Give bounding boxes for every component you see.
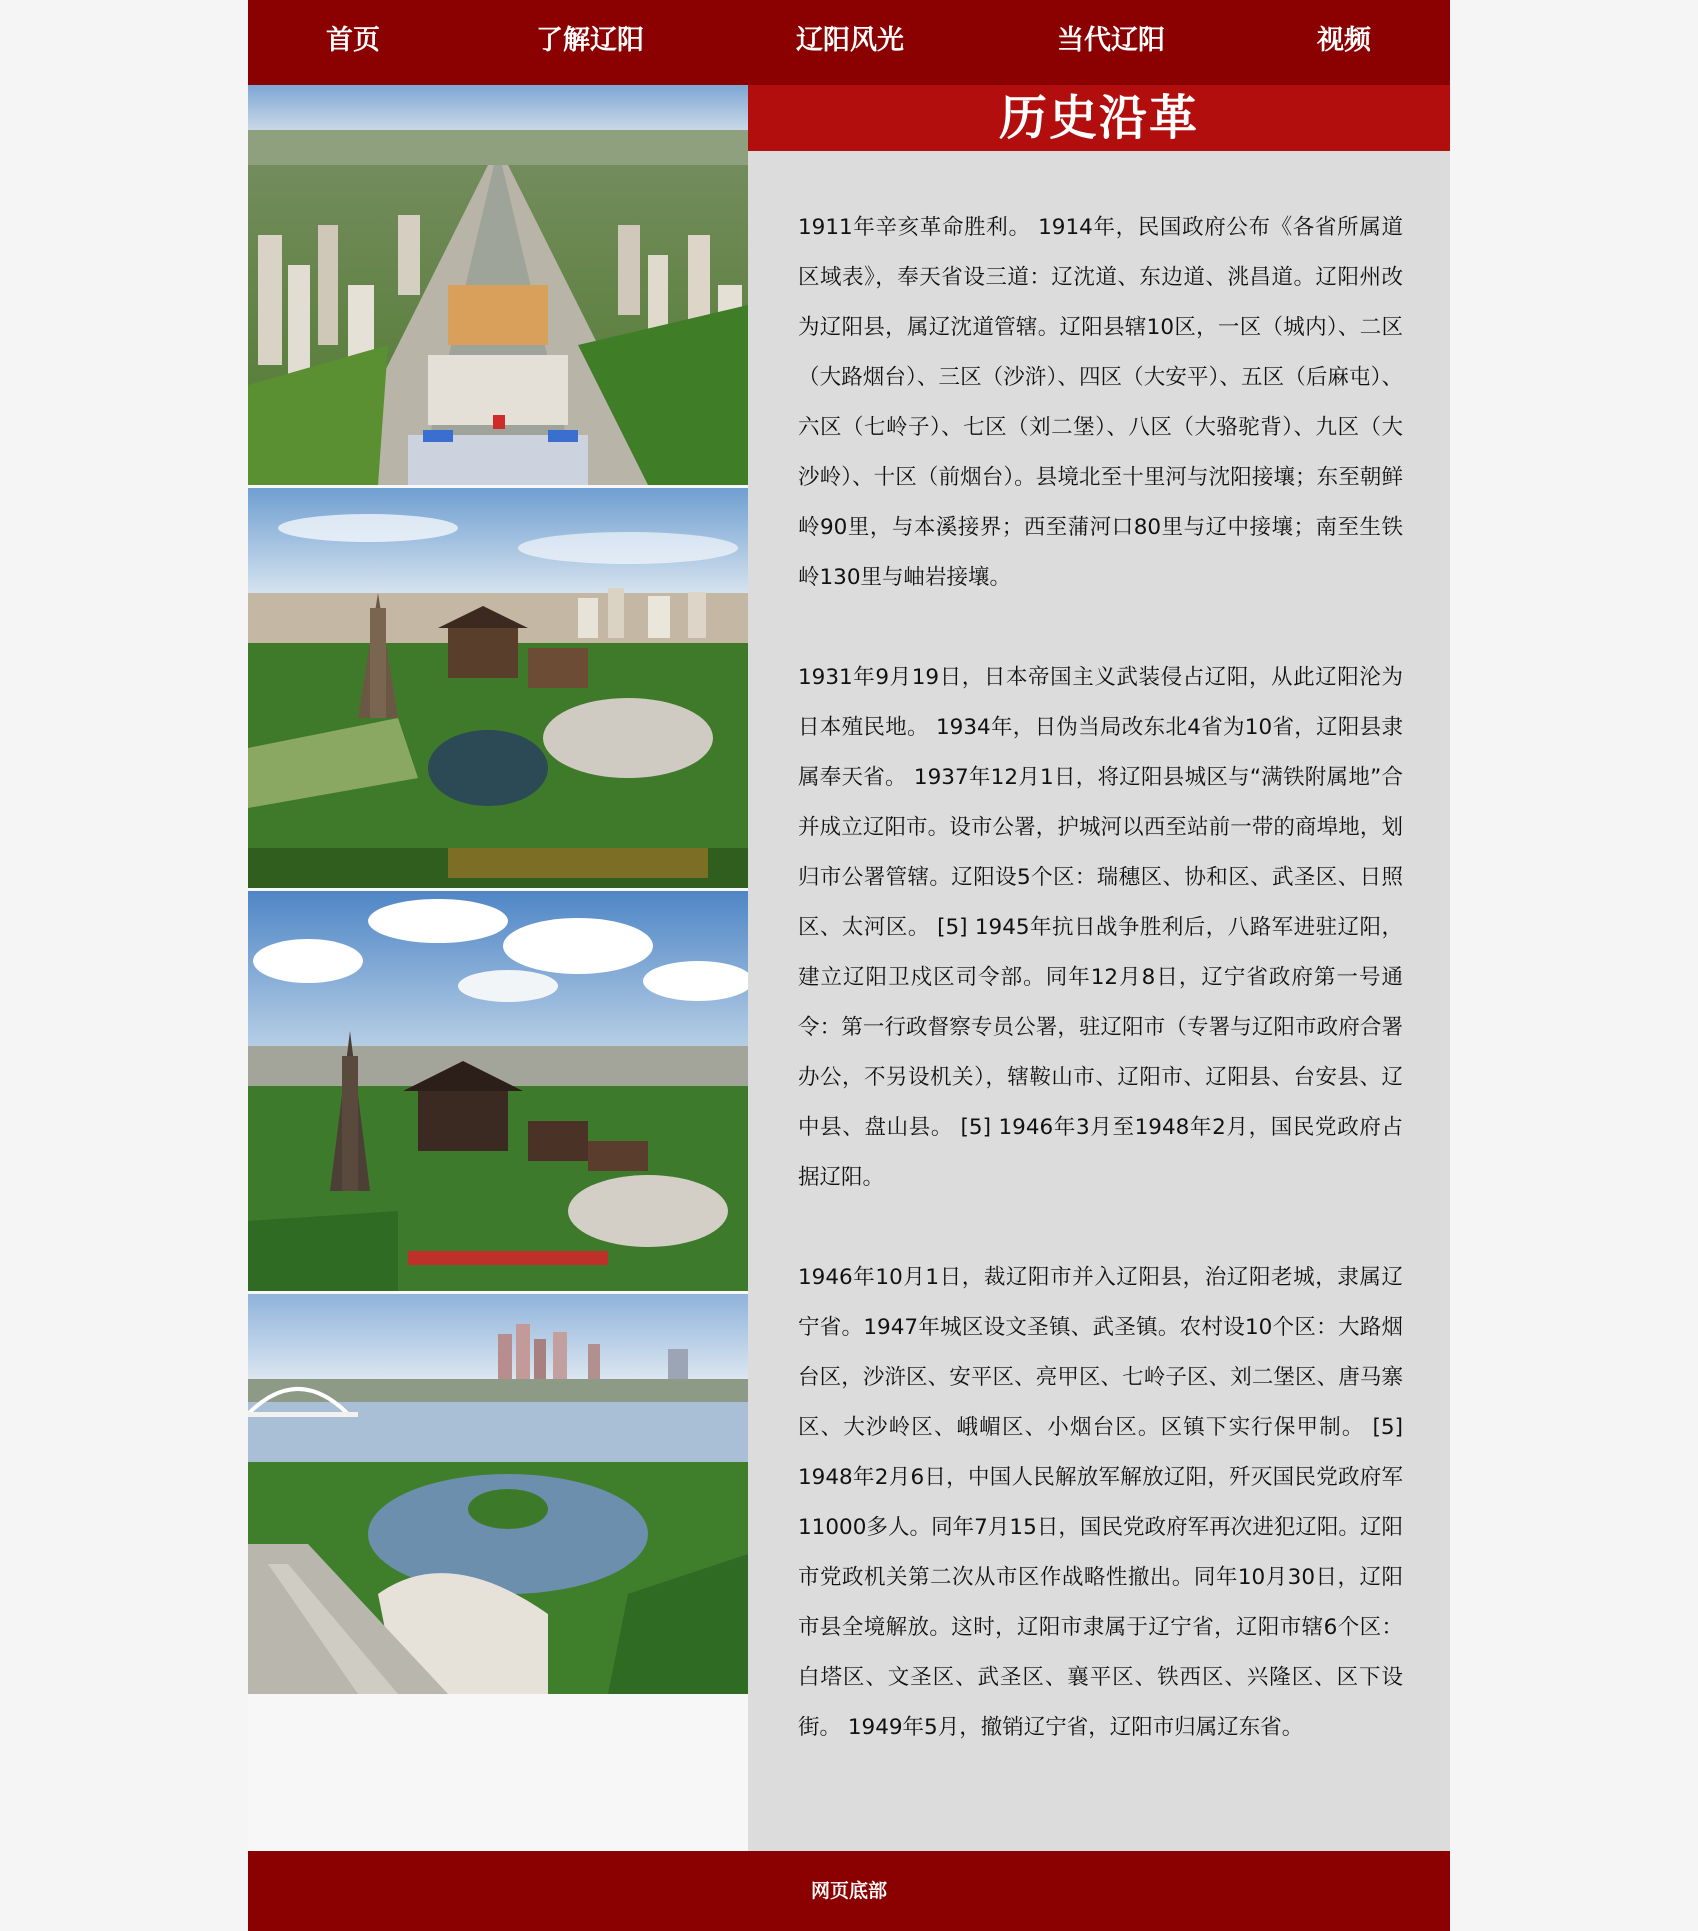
article-panel — [748, 85, 1450, 1851]
top-nav — [248, 0, 1450, 85]
nav-item-home[interactable]: 首页 — [326, 25, 380, 56]
photo-aerial-city — [248, 85, 748, 485]
article-title: 历史沿革 — [748, 85, 1450, 151]
page-footer: 网页底部 — [248, 1851, 1450, 1931]
lake-park-image — [248, 1294, 748, 1694]
nav-item-contemporary[interactable]: 当代辽阳 — [1057, 25, 1165, 56]
photo-lake-park — [248, 1294, 748, 1694]
article-paragraph: 1946年10月1日，裁辽阳市并入辽阳县，治辽阳老城，隶属辽宁省。1947年城区设文圣镇、武圣镇。农村设10个区：大路烟台区，沙浒区、安平区、亮甲区、七岭子区、刘二堡区、唐马寨区、大沙岭区、峨嵋区、小烟台区。区镇下实行保甲制。 [5] 1948年2月6日，中国人民解放军解放辽阳，歼灭国民党政府军11000多人。同年7月15日，国民党政府军再次进犯辽阳。辽阳市党政机关第二次从市区作战略性撤出。同年10月30日，辽阳市县全境解放。这时，辽阳市隶属于辽宁省，辽阳市辖6个区：白塔区、文圣区、武圣区、襄平区、铁西区、兴隆区、区下设街。 1949年5月，撤销辽宁省，辽阳市归属辽东省。 — [798, 1265, 1403, 1740]
nav-item-video[interactable]: 视频 — [1317, 25, 1371, 56]
photo-pagoda-sky — [248, 891, 748, 1291]
page-container — [248, 0, 1450, 1931]
photo-gallery — [248, 85, 748, 1851]
nav-item-about[interactable]: 了解辽阳 — [536, 25, 644, 56]
article-paragraph: 1911年辛亥革命胜利。 1914年，民国政府公布《各省所属道区域表》，奉天省设三道：辽沈道、东边道、洮昌道。辽阳州改为辽阳县，属辽沈道管辖。辽阳县辖10区，一区（城内）、二区（大路烟台）、三区（沙浒）、四区（大安平）、五区（后麻屯）、六区（七岭子）、七区（刘二堡）、八区（大骆驼背）、九区（大沙岭）、十区（前烟台）。县境北至十里河与沈阳接壤；东至朝鲜岭90里，与本溪接界；西至蒲河口80里与辽中接壤；南至生铁岭130里与岫岩接壤。 — [798, 215, 1403, 590]
article-body — [798, 203, 1403, 1753]
pagoda-park-image — [248, 488, 748, 888]
aerial-city-image — [248, 85, 748, 485]
nav-item-scenery[interactable]: 辽阳风光 — [796, 25, 904, 56]
photo-pagoda-park — [248, 488, 748, 888]
article-paragraph: 1931年9月19日，日本帝国主义武装侵占辽阳，从此辽阳沦为日本殖民地。 1934年，日伪当局改东北4省为10省，辽阳县隶属奉天省。 1937年12月1日，将辽阳县城区与“满铁附属地”合并成立辽阳市。设市公署，护城河以西至站前一带的商埠地，划归市公署管辖。辽阳设5个区：瑞穗区、协和区、武圣区、日照区、太河区。 [5] 1945年抗日战争胜利后，八路军进驻辽阳，建立辽阳卫戍区司令部。同年12月8日，辽宁省政府第一号通令：第一行政督察专员公署，驻辽阳市（专署与辽阳市政府合署办公，不另设机关），辖鞍山市、辽阳市、辽阳县、台安县、辽中县、盘山县。 [5] 1946年3月至1948年2月，国民党政府占据辽阳。 — [798, 665, 1403, 1190]
pagoda-sky-image — [248, 891, 748, 1291]
